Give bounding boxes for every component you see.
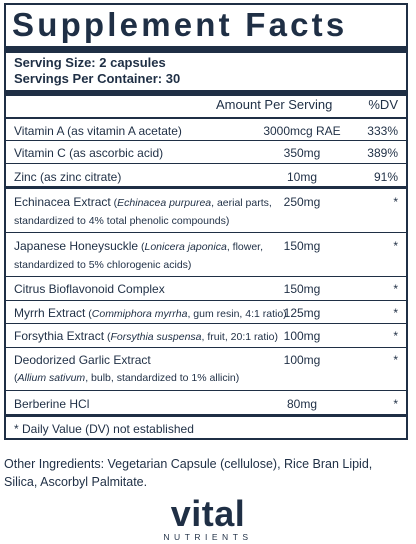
ingredient-detail-line bbox=[14, 370, 284, 387]
ingredient-latin-name: Allium sativum bbox=[17, 372, 86, 384]
nutrient-dv: * bbox=[393, 397, 398, 411]
ingredient-name: Myrrh Extract bbox=[14, 306, 86, 320]
ingredient-detail: , gum resin, 4:1 ratio) bbox=[187, 308, 287, 320]
panel-title: Supplement Facts bbox=[12, 6, 348, 43]
nutrient-amount: 100mg bbox=[283, 329, 321, 343]
nutrient-amount: 350mg bbox=[283, 146, 321, 160]
nutrient-dv: * bbox=[393, 282, 398, 296]
ingredient-detail-open: ( bbox=[14, 372, 18, 384]
ingredient-latin-name: Forsythia suspensa bbox=[110, 331, 202, 343]
nutrient-row-forsythia bbox=[6, 324, 406, 348]
nutrient-row-zinc bbox=[6, 164, 406, 189]
nutrient-name: Vitamin A (as vitamin A acetate) bbox=[14, 124, 182, 138]
nutrient-name: Vitamin C (as ascorbic acid) bbox=[14, 146, 164, 160]
nutrient-dv: * bbox=[393, 353, 398, 367]
nutrient-name bbox=[14, 194, 272, 230]
nutrient-name: Berberine HCl bbox=[14, 397, 90, 411]
other-ingredients: Other Ingredients: Vegetarian Capsule (cellulose), Rice Bran Lipid, Silica, Ascorbyl Palmitate. bbox=[4, 457, 373, 489]
nutrient-amount: 3000mcg RAE bbox=[263, 124, 341, 138]
nutrient-name bbox=[14, 238, 272, 274]
ingredient-name: Japanese Honeysuckle bbox=[14, 239, 139, 253]
serving-rule bbox=[6, 90, 406, 96]
nutrient-amount: 250mg bbox=[283, 195, 321, 209]
nutrient-name bbox=[14, 305, 287, 323]
nutrient-amount: 100mg bbox=[283, 353, 321, 367]
ingredient-name: Echinacea Extract bbox=[14, 195, 111, 209]
daily-value-footnote: * Daily Value (DV) not established bbox=[14, 422, 194, 436]
nutrient-dv: 389% bbox=[367, 146, 398, 160]
servings-per-container: Servings Per Container: 30 bbox=[14, 71, 181, 86]
nutrient-row-berberine bbox=[6, 391, 406, 417]
ingredient-name: Forsythia Extract bbox=[14, 329, 105, 343]
supplement-facts-panel bbox=[4, 3, 408, 440]
nutrient-amount: 150mg bbox=[283, 239, 321, 253]
nutrient-amount: 150mg bbox=[283, 282, 321, 296]
amount-per-serving-header: Amount Per Serving bbox=[216, 97, 333, 112]
nutrient-dv: * bbox=[393, 306, 398, 320]
ingredient-detail-open: ( bbox=[110, 197, 118, 209]
brand-logo: vital bbox=[170, 493, 246, 534]
nutrient-amount: 125mg bbox=[283, 306, 321, 320]
ingredient-latin-name: Lonicera japonica bbox=[144, 241, 227, 253]
ingredient-detail-open: ( bbox=[138, 241, 145, 253]
nutrient-dv: 333% bbox=[367, 124, 398, 138]
ingredient-detail: , fruit, 20:1 ratio) bbox=[201, 331, 278, 343]
nutrient-row-vitamin-c bbox=[6, 141, 406, 164]
nutrient-row-myrrh bbox=[6, 301, 406, 324]
ingredient-latin-name: Commiphora myrrha bbox=[91, 308, 188, 320]
ingredient-detail-open: ( bbox=[85, 308, 92, 320]
ingredient-detail: , bulb, standardized to 1% allicin) bbox=[85, 372, 240, 384]
nutrient-amount: 10mg bbox=[286, 170, 318, 184]
serving-size: Serving Size: 2 capsules bbox=[14, 55, 166, 70]
ingredient-latin-name: Echinacea purpurea bbox=[117, 197, 212, 209]
row-divider bbox=[6, 414, 406, 417]
nutrient-name bbox=[14, 328, 284, 346]
nutrient-amount: 80mg bbox=[286, 397, 318, 411]
nutrient-dv: * bbox=[393, 329, 398, 343]
nutrient-dv: * bbox=[393, 239, 398, 253]
nutrient-name: Zinc (as zinc citrate) bbox=[14, 170, 122, 184]
ingredient-detail: , flower, standardized to 5% chlorogenic acids) bbox=[14, 241, 263, 271]
nutrient-row-echinacea bbox=[6, 189, 406, 233]
dv-header: %DV bbox=[368, 97, 398, 112]
nutrient-row-garlic bbox=[6, 348, 406, 391]
ingredient-detail: , aerial parts, standardized to 4% total phenolic compounds) bbox=[14, 197, 272, 227]
nutrient-dv: * bbox=[393, 195, 398, 209]
nutrient-dv: 91% bbox=[373, 170, 398, 184]
brand-tagline: NUTRIENTS bbox=[163, 532, 253, 542]
nutrient-row-vitamin-a bbox=[6, 119, 406, 141]
nutrient-row-honeysuckle bbox=[6, 233, 406, 277]
nutrient-row-citrus-bioflavonoid bbox=[6, 277, 406, 301]
nutrient-name: Citrus Bioflavonoid Complex bbox=[14, 282, 165, 296]
nutrient-name: Deodorized Garlic Extract bbox=[14, 353, 151, 367]
ingredient-detail-open: ( bbox=[104, 331, 111, 343]
title-rule bbox=[6, 46, 406, 53]
